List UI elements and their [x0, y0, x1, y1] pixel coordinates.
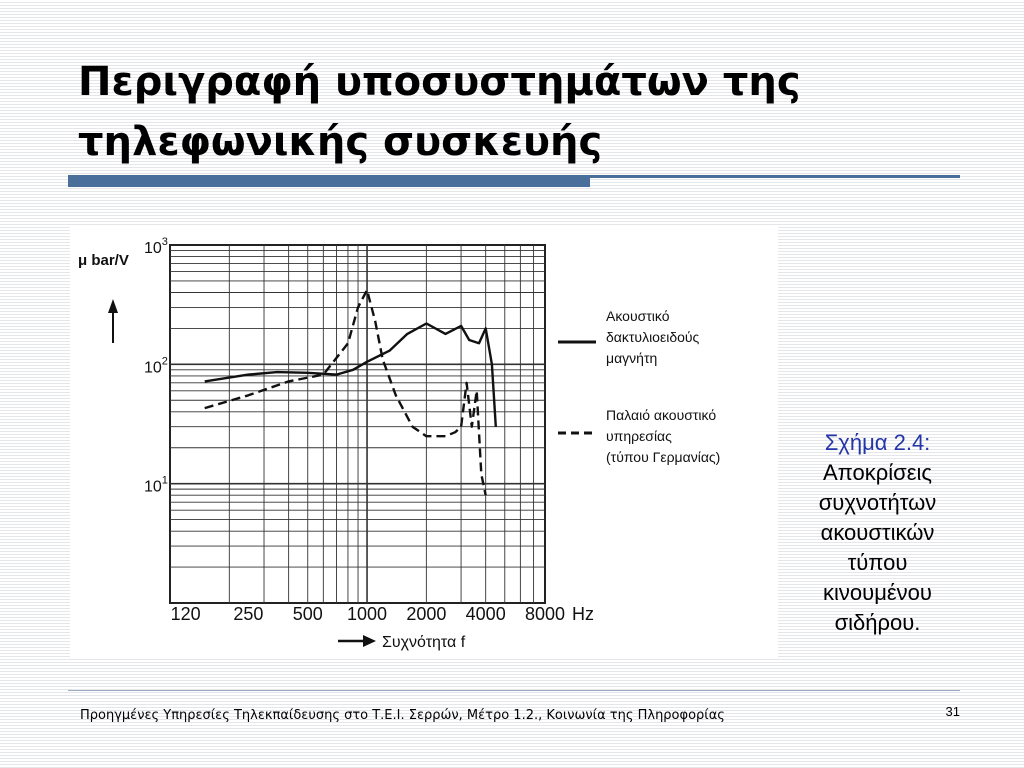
- chart-legend: [558, 308, 720, 465]
- frequency-response-chart: [70, 225, 778, 657]
- x-axis-arrow-head: [363, 635, 376, 647]
- y-axis-label: [78, 252, 129, 343]
- y-tick-label: $10^1$: [144, 474, 168, 496]
- x-tick-label: 500: [292, 604, 323, 624]
- x-axis-label-text: Συχνότητα f: [382, 634, 466, 651]
- x-axis-label: [338, 634, 466, 651]
- x-tick-label: 120: [170, 604, 201, 624]
- x-tick-labels: [171, 604, 565, 624]
- y-axis-arrow-head: [108, 299, 118, 313]
- series-line-1: [205, 290, 486, 495]
- page-number: 31: [945, 704, 960, 719]
- x-tick-label: 8000: [524, 604, 566, 624]
- frequency-response-figure: [70, 225, 778, 657]
- y-tick-labels: [144, 236, 168, 496]
- chart-series: [205, 290, 496, 495]
- plot-frame: [170, 245, 545, 603]
- x-tick-label: 1000: [347, 604, 388, 624]
- x-tick-label: 250: [233, 604, 264, 624]
- caption-label: Σχήμα 2.4:: [824, 430, 931, 455]
- footer-divider: [68, 690, 960, 691]
- y-tick-label: $10^2$: [144, 355, 168, 377]
- title-underline: [68, 175, 590, 187]
- x-axis-unit: Hz: [572, 604, 594, 624]
- page-title: Περιγραφή υποσυστημάτων της τηλεφωνικής συσκευής: [78, 59, 801, 165]
- y-tick-label: $10^3$: [144, 236, 168, 257]
- caption-text: Αποκρίσεις συχνοτήτων ακουστικών τύπου κινουμένου σιδήρου.: [818, 460, 937, 635]
- figure-caption: [800, 428, 955, 638]
- y-axis-label-text: μ bar/V: [78, 252, 129, 269]
- x-tick-label: 2000: [406, 604, 447, 624]
- legend-label-solid: Ακουστικό δακτυλιοειδούς μαγνήτη: [606, 308, 700, 366]
- footer-text: Προηγμένες Υπηρεσίες Τηλεκπαίδευσης στο Τ.Ε.Ι. Σερρών, Μέτρο 1.2., Κοινωνία της Πληροφορίας: [80, 708, 725, 723]
- chart-grid: [170, 245, 545, 603]
- title-underline-extension: [590, 175, 960, 178]
- legend-label-dashed: Παλαιό ακουστικό υπηρεσίας (τύπου Γερμανίας): [606, 407, 721, 465]
- x-tick-label: 4000: [465, 604, 506, 624]
